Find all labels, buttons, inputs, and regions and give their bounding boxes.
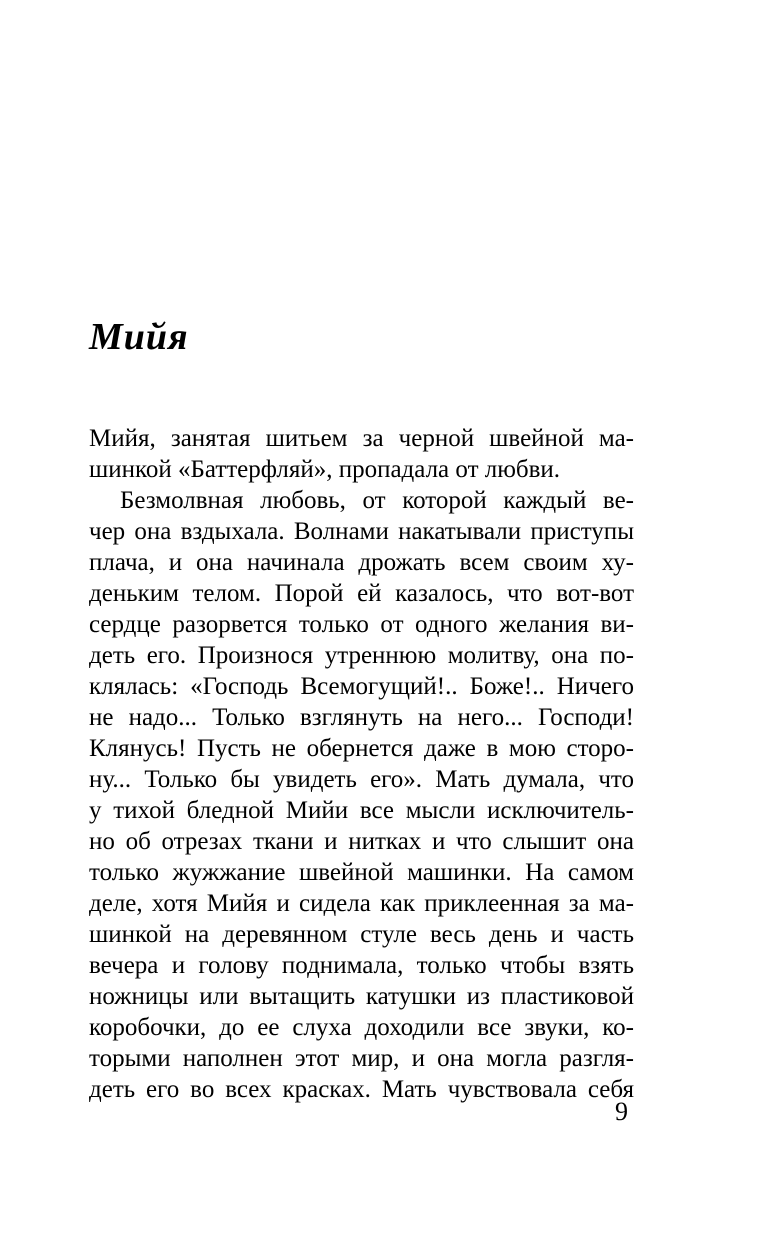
text-line: ну... Только бы увидеть его». Мать думала, что xyxy=(89,766,634,793)
text-line: клялась: «Господь Всемогущий!.. Боже!.. Ничего xyxy=(89,673,634,700)
text-line: деньким телом. Порой ей казалось, что вот-вот xyxy=(89,580,634,607)
text-line: у тихой бледной Мийи все мысли исключитель- xyxy=(89,797,634,824)
chapter-title: Мийя xyxy=(89,316,189,358)
text-line: Безмолвная любовь, от которой каждый ве- xyxy=(120,487,634,514)
paragraph xyxy=(89,423,634,485)
text-line: вечера и голову поднимала, только чтобы взять xyxy=(89,952,634,979)
text-line: плача, и она начинала дрожать всем своим ху- xyxy=(89,549,634,576)
text-line: Мийя, занятая шитьем за черной швейной ма- xyxy=(89,425,634,452)
text-line: деть его. Произнося утреннюю молитву, она по- xyxy=(89,642,634,669)
text-line: чер она вздыхала. Волнами накатывали приступы xyxy=(89,518,634,545)
text-line: деть его во всех красках. Мать чувствовала себя xyxy=(89,1076,634,1103)
text-line: шинкой «Баттерфляй», пропадала от любви. xyxy=(89,456,561,483)
text-line: сердце разорвется только от одного желания ви- xyxy=(89,611,634,638)
text-line: Клянусь! Пусть не обернется даже в мою сторо- xyxy=(89,735,634,762)
text-line: деле, хотя Мийя и сидела как приклеенная за ма- xyxy=(89,890,634,917)
text-block xyxy=(89,423,634,1105)
text-line: шинкой на деревянном стуле весь день и часть xyxy=(89,921,634,948)
paragraph xyxy=(89,485,634,1105)
page-number: 9 xyxy=(615,1097,628,1126)
text-line: не надо... Только взглянуть на него... Господи! xyxy=(89,704,634,731)
text-line: ножницы или вытащить катушки из пластиковой xyxy=(89,983,634,1010)
text-line: только жужжание швейной машинки. На самом xyxy=(89,859,634,886)
text-line: коробочки, до ее слуха доходили все звуки, ко- xyxy=(89,1014,634,1041)
text-line: но об отрезах ткани и нитках и что слышит она xyxy=(89,828,634,855)
text-line: торыми наполнен этот мир, и она могла разгля- xyxy=(89,1045,634,1072)
